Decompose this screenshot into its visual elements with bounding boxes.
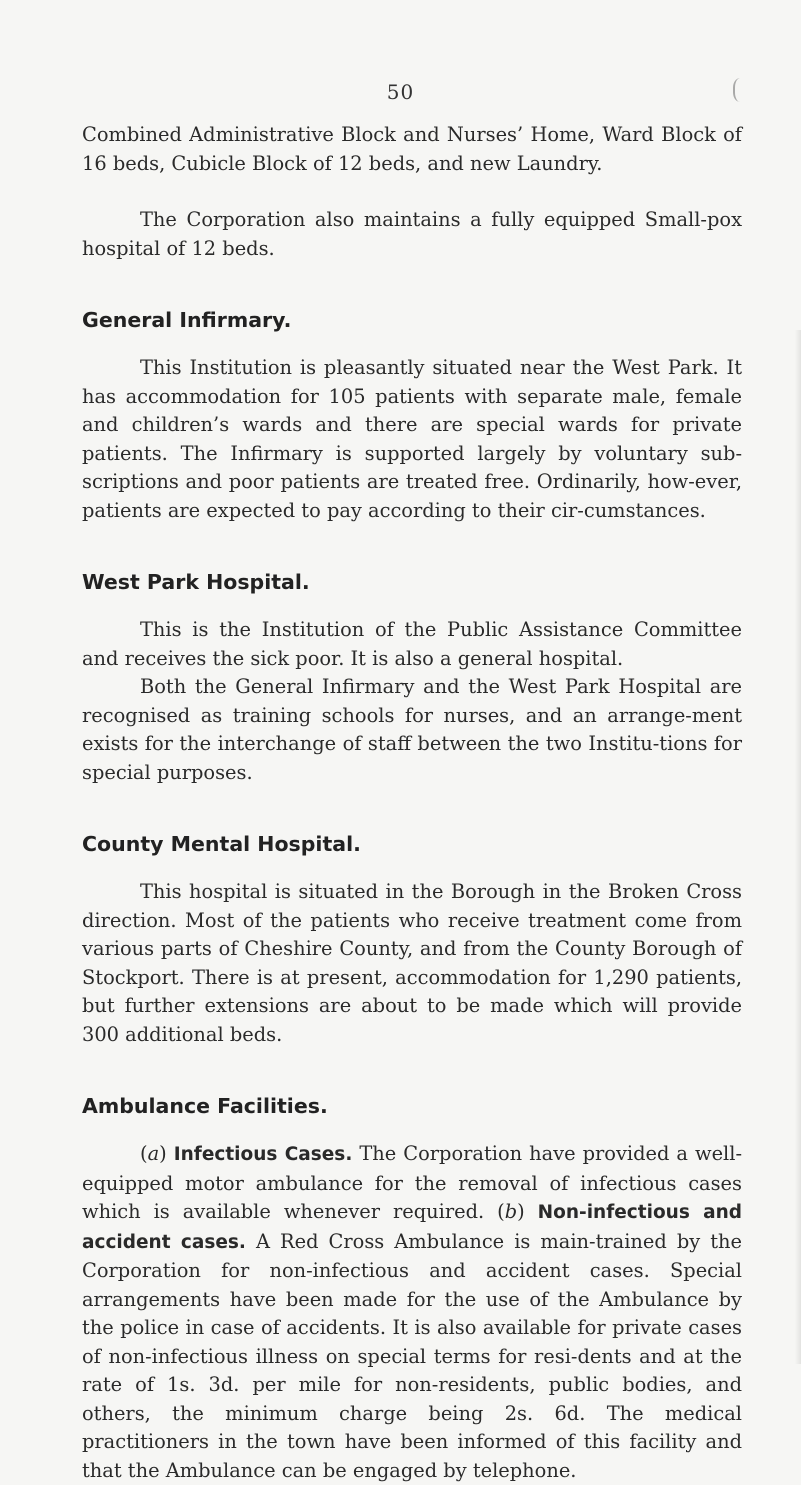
intro-paragraph-1: Combined Administrative Block and Nurses’ Home, Ward Block of 16 beds, Cubicle Block of 12 beds, and new Laundry. [82,123,742,175]
ambulance-label-a: a [147,1142,160,1165]
ambulance-non-infectious-text: A Red Cross Ambulance is main-trained by the Corporation for non-infectious and accident cases. Special arrangements have been made for the use of the Ambulance by the police in case of accidents. It is also available for private cases of non-infectious illness on special terms for resi-dents and at the rate of 1s. 3d. per mile for non-residents, public bodies, and others, the minimum charge being 2s. 6d. The medical practitioners in the town have been informed of this facility and that the Ambulance can be engaged by telephone. [82,1229,742,1482]
intro-paragraph-2: The Corporation also maintains a fully equipped Small-pox hospital of 12 beds. [82,208,742,260]
west-park-paragraph-2: Both the General Infirmary and the West Park Hospital are recognised as training schools for nurses, and an arrange-ment exists for the interchange of staff between the two Institu-tions for special purposes. [82,675,742,784]
page-number: 50 [386,80,415,104]
heading-west-park-hospital: West Park Hospital. [82,570,310,594]
heading-ambulance-facilities: Ambulance Facilities. [82,1094,328,1118]
page-edge-shadow [795,330,801,1364]
general-infirmary-paragraph: This Institution is pleasantly situated near the West Park. It has accommodation for 105 patients with separate male, female and children’s wards and there are special wards for private patients. The Infirmary is supported largely by voluntary sub-scriptions and poor patients are treated free. Ordinarily, how-ever, patients are expected to pay according to their cir-cumstances. [82,356,742,522]
county-mental-paragraph: This hospital is situated in the Borough in the Broken Cross direction. Most of the patients who receive treatment come from various parts of Cheshire County, and from the County Borough of Stockport. There is at present, accommodation for 1,290 patients, but further extensions are about to be made which will provide 300 additional beds. [82,880,742,1046]
ambulance-non-infectious-title: Non-infectious and accident cases. [82,1202,742,1253]
ambulance-label-b: b [504,1200,518,1223]
page-content [82,121,742,1485]
ambulance-infectious-title: Infectious Cases. [173,1144,353,1165]
west-park-paragraph-1: This is the Institution of the Public Assistance Committee and receives the sick poor. It is also a general hospital. [82,618,742,670]
margin-stamp-mark [733,78,751,102]
heading-general-infirmary: General Infirmary. [82,308,292,332]
ambulance-paragraph: (a) Infectious Cases. The Corporation have provided a well-equipped motor ambulance for the removal of infectious cases which is available whenever required. (b) Non-infectious and accident cases. A Red Cross Ambulance is main-trained by the Corporation for non-infectious and accident cases. Special arrangements have been made for the use of the Ambulance by the police in case of accidents. It is also available for private cases of non-infectious illness on special terms for resi-dents and at the rate of 1s. 3d. per mile for non-residents, public bodies, and others, the minimum charge being 2s. 6d. The medical practitioners in the town have been informed of this facility and that the Ambulance can be engaged by telephone. [82,1142,743,1482]
heading-county-mental-hospital: County Mental Hospital. [82,832,361,856]
ambulance-infectious-text: The Corporation have provided a well-equipped motor ambulance for the removal of infectious cases which is available whenever required. [82,1142,743,1223]
